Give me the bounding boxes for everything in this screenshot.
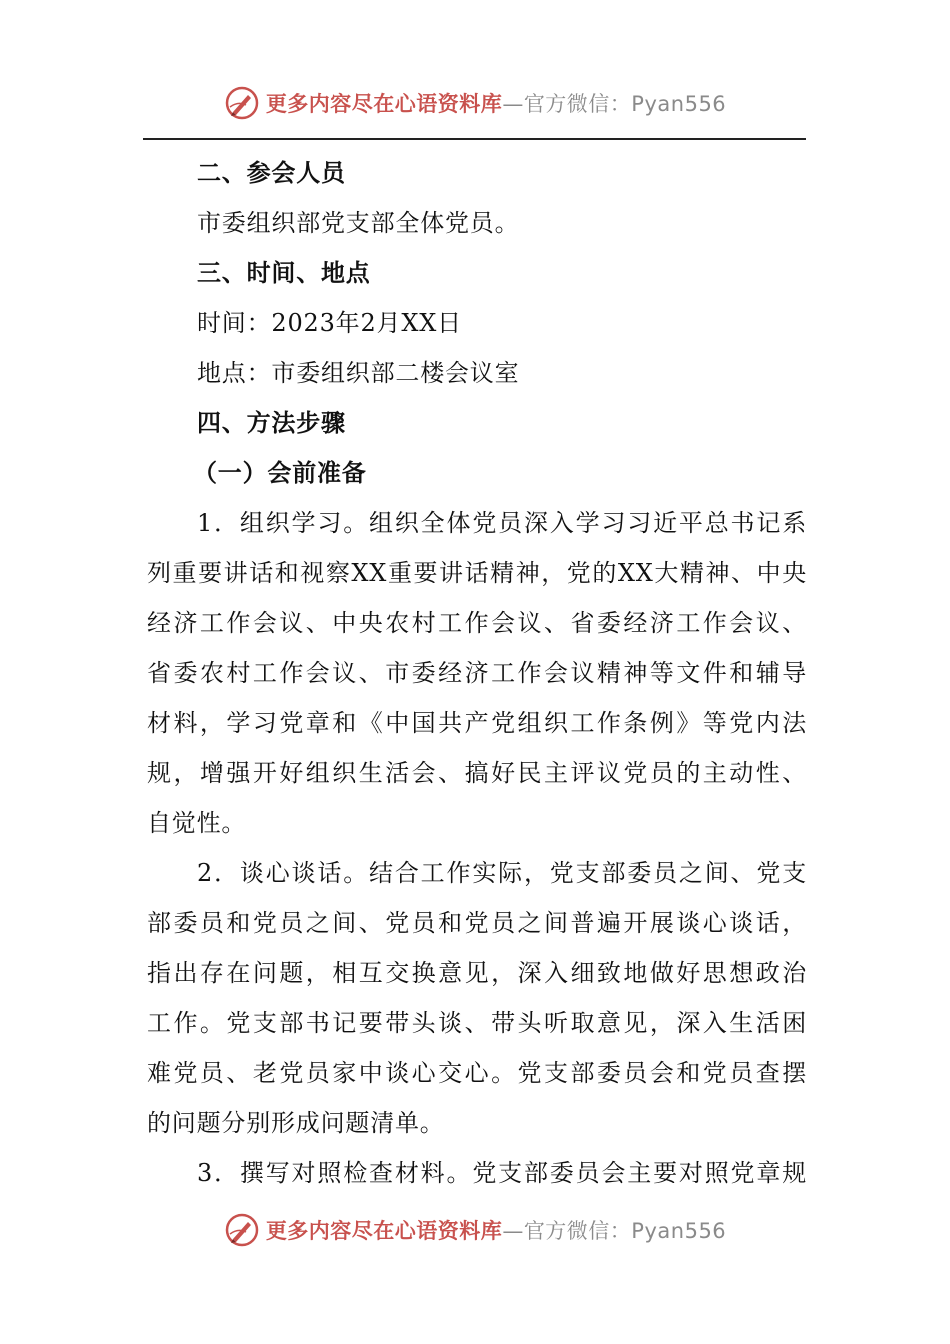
header-rule xyxy=(143,138,806,140)
banner-site-text: 更多内容尽在心语资料库 xyxy=(265,1219,503,1243)
item-talks-line: 部委员和党员之间、党员和党员之间普遍开展谈心谈话， xyxy=(147,909,807,937)
section-heading-time-place: 三、时间、地点 xyxy=(197,258,371,287)
footer-banner xyxy=(0,1205,950,1255)
document-body xyxy=(147,148,807,1198)
place-text: 地点：市委组织部二楼会议室 xyxy=(197,359,520,387)
attendees-text: 市委组织部党支部全体党员。 xyxy=(197,209,520,237)
banner-wechat-text: 官方微信：Pyan556 xyxy=(523,1219,727,1243)
section-heading-attendees: 二、参会人员 xyxy=(197,158,346,187)
item-materials xyxy=(147,1148,807,1198)
item-talks-line: 指出存在问题，相互交换意见，深入细致地做好思想政治 xyxy=(147,959,807,987)
item-study-line: 1．组织学习。组织全体党员深入学习习近平总书记系 xyxy=(197,509,807,537)
item-study-line: 列重要讲话和视察XX重要讲话精神，党的XX大精神、中央 xyxy=(147,559,807,587)
pen-logo-icon xyxy=(224,85,260,121)
item-talks-line: 难党员、老党员家中谈心交心。党支部委员会和党员查摆 xyxy=(147,1059,807,1087)
section-heading-steps: 四、方法步骤 xyxy=(197,408,346,437)
item-study xyxy=(147,498,807,848)
item-talks xyxy=(147,848,807,1148)
item-talks-line: 工作。党支部书记要带头谈、带头听取意见，深入生活困 xyxy=(147,1009,807,1037)
item-study-line: 经济工作会议、中央农村工作会议、省委经济工作会议、 xyxy=(147,609,807,637)
time-text: 时间：2023年2月XX日 xyxy=(197,309,462,337)
banner-separator: — xyxy=(502,92,524,116)
item-study-line: 规，增强开好组织生活会、搞好民主评议党员的主动性、 xyxy=(147,759,807,787)
banner-text xyxy=(266,88,726,118)
subsection-heading-preparation: （一）会前准备 xyxy=(193,458,367,487)
banner-site-text: 更多内容尽在心语资料库 xyxy=(265,92,503,116)
item-study-line: 省委农村工作会议、市委经济工作会议精神等文件和辅导 xyxy=(147,659,807,687)
item-materials-line: 3．撰写对照检查材料。党支部委员会主要对照党章规 xyxy=(197,1159,807,1187)
item-talks-line: 的问题分别形成问题清单。 xyxy=(147,1109,445,1137)
banner-separator: — xyxy=(502,1219,524,1243)
item-talks-line: 2．谈心谈话。结合工作实际，党支部委员之间、党支 xyxy=(197,859,807,887)
banner-wechat-text: 官方微信：Pyan556 xyxy=(523,92,727,116)
item-study-line: 材料，学习党章和《中国共产党组织工作条例》等党内法 xyxy=(147,709,807,737)
header-banner xyxy=(0,78,950,128)
item-study-line: 自觉性。 xyxy=(147,809,247,837)
banner-text xyxy=(266,1215,726,1245)
pen-logo-icon xyxy=(224,1212,260,1248)
